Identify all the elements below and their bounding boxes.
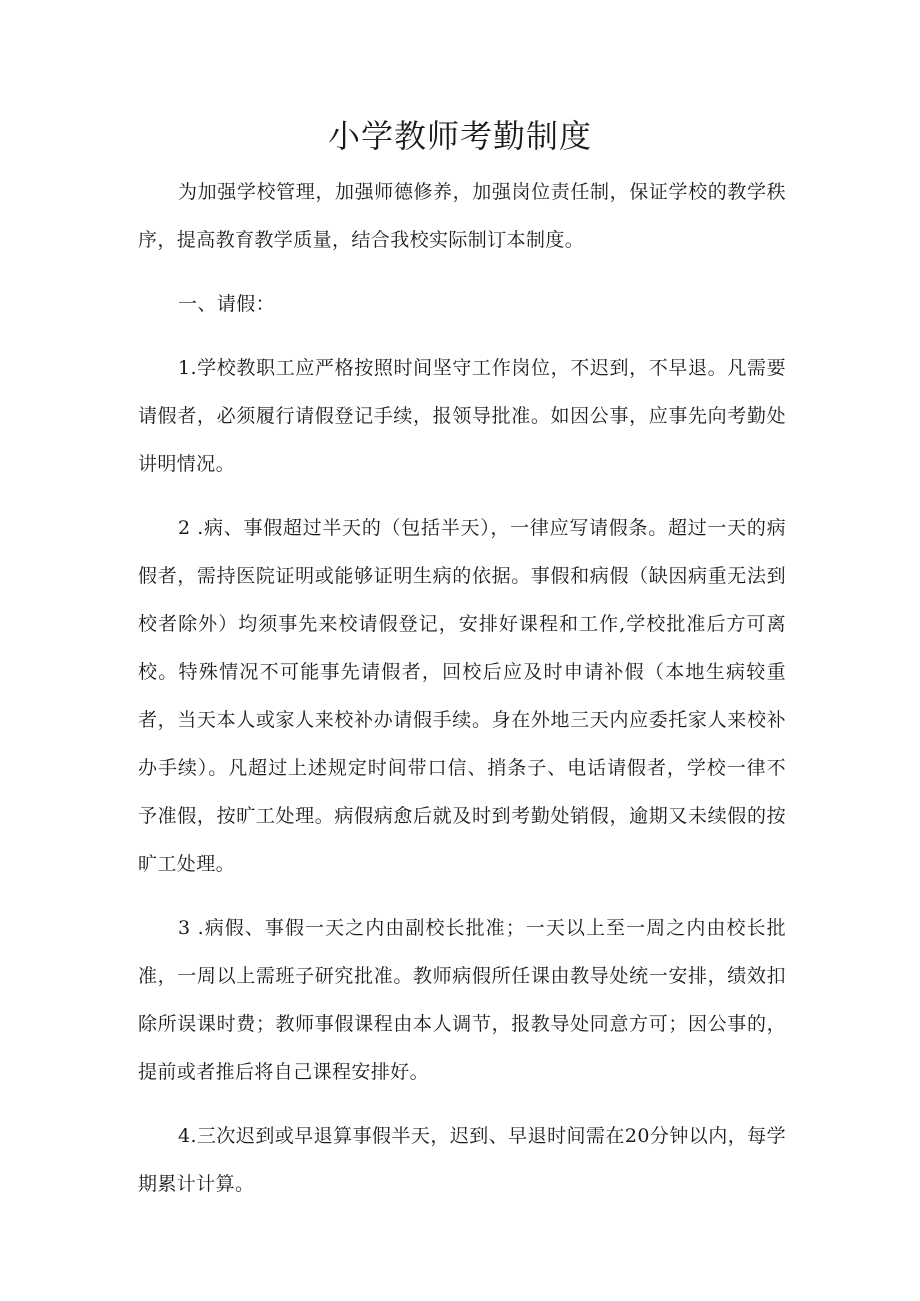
document-title: 小学教师考勤制度 xyxy=(327,117,592,155)
rule-paragraph-4: 4.三次迟到或早退算事假半天，迟到、早退时间需在20分钟以内，每学期累计计算。 xyxy=(138,1125,786,1195)
section-heading-leave: 一、请假： xyxy=(178,293,276,315)
document-body xyxy=(138,168,786,1224)
rule-paragraph-2: 2 .病、事假超过半天的（包括半天），一律应写请假条。超过一天的病假者，需持医院证明或能够证明生病的依据。事假和病假（缺因病重无法到校者除外）均须事先来校请假登记，安排好课程和工作,学校批准后方可离校。特殊情况不可能事先请假者，回校后应及时申请补假（本地生病较重者，当天本人或家人来校补办请假手续。身在外地三天内应委托家人来校补办手续）。凡超过上述规定时间带口信、捎条子、电话请假者，学校一律不予准假，按旷工处理。病假病愈后就及时到考勤处销假，逾期又未续假的按旷工处理。 xyxy=(138,517,786,875)
rule-paragraph-1: 1.学校教职工应严格按照时间坚守工作岗位，不迟到，不早退。凡需要请假者，必须履行请假登记手续，报领导批准。如因公事，应事先向考勤处讲明情况。 xyxy=(138,357,786,475)
intro-paragraph: 为加强学校管理，加强师德修养，加强岗位责任制，保证学校的教学秩序，提高教育教学质量，结合我校实际制订本制度。 xyxy=(138,181,786,251)
rule-paragraph-3: 3 .病假、事假一天之内由副校长批准；一天以上至一周之内由校长批准，一周以上需班子研究批准。教师病假所任课由教导处统一安排，绩效扣除所误课时费；教师事假课程由本人调节，报教导处同意方可；因公事的，提前或者推后将自己课程安排好。 xyxy=(138,917,786,1083)
